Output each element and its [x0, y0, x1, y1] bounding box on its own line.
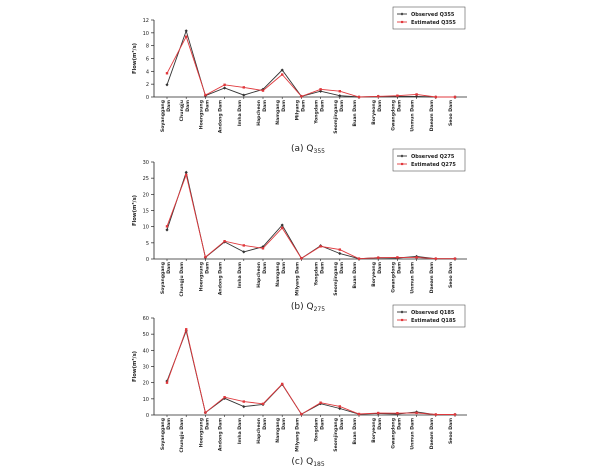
x-tick-label: Dam [378, 262, 384, 274]
x-tick-label: Yongdam [314, 418, 320, 442]
x-tick-label: Andong Dam [218, 262, 224, 296]
data-point-estimated [396, 95, 398, 97]
data-point-observed [242, 93, 245, 96]
data-point-estimated [300, 95, 302, 97]
chart-panel-2 [132, 149, 467, 313]
data-point-observed [242, 250, 245, 253]
data-point-estimated [300, 257, 302, 259]
series-line-observed [167, 331, 455, 415]
data-point-estimated [223, 396, 225, 398]
x-tick-label: Hapcheon [257, 418, 262, 444]
legend-label: Estimated Q185 [411, 318, 456, 324]
x-tick-label: Dam [339, 262, 345, 274]
x-tick-label: Dam [205, 100, 211, 112]
x-tick-label: Dam [282, 100, 288, 112]
caption-subscript: 185 [313, 461, 325, 468]
y-axis-title: Flow(m³/s) [132, 350, 138, 383]
y-tick-label: 6 [145, 56, 149, 63]
legend-marker [401, 163, 403, 165]
data-point-estimated [281, 383, 283, 385]
data-point-observed [338, 252, 341, 255]
x-tick-label: Seomjingang [333, 100, 339, 134]
x-tick-label: Namgang [276, 418, 282, 443]
data-point-estimated [281, 73, 283, 75]
x-tick-label: Buan Dam [353, 262, 358, 289]
legend-label: Observed Q185 [411, 310, 455, 316]
y-tick-label: 8 [145, 43, 149, 50]
data-point-estimated [223, 240, 225, 242]
data-point-estimated [415, 256, 417, 258]
x-tick-label: Chungju [180, 100, 186, 122]
x-tick-label: Soyanggang [161, 418, 166, 451]
panel-caption [291, 144, 325, 155]
y-tick-label: 30 [142, 160, 149, 166]
data-point-estimated [262, 89, 264, 91]
x-tick-label: Unmun Dam [410, 262, 416, 294]
panel-caption [291, 302, 325, 313]
y-axis-title: Flow(m³/s) [132, 42, 138, 75]
legend-marker [401, 319, 403, 321]
legend-label: Estimated Q355 [411, 20, 456, 26]
data-point-estimated [243, 244, 245, 246]
y-tick-label: 60 [142, 316, 149, 322]
y-tick-label: 0 [145, 257, 149, 263]
y-tick-label: 25 [142, 176, 149, 183]
x-tick-label: Gwangdong [391, 418, 397, 449]
y-tick-label: 4 [145, 69, 149, 76]
data-point-estimated [435, 413, 437, 415]
data-point-estimated [435, 96, 437, 98]
x-tick-label: Milyang Dam [295, 418, 301, 452]
data-point-estimated [166, 72, 168, 74]
y-axis-title: Flow(m³/s) [132, 194, 138, 227]
data-point-estimated [262, 247, 264, 249]
data-point-estimated [319, 245, 321, 247]
series-line-estimated [167, 175, 455, 259]
x-tick-label: Soyanggang [161, 100, 166, 133]
data-point-estimated [319, 88, 321, 90]
x-tick-label: Dam [339, 418, 345, 430]
x-tick-label: Chungju Dam [180, 262, 186, 297]
y-tick-label: 20 [142, 380, 149, 387]
data-point-estimated [185, 328, 187, 330]
legend-label: Estimated Q275 [411, 162, 456, 168]
chart-panel-1 [132, 7, 467, 155]
y-tick-label: 15 [142, 208, 149, 215]
data-point-observed [223, 86, 226, 89]
data-point-estimated [454, 257, 456, 259]
x-tick-label: Daeam Dam [429, 418, 435, 450]
data-point-estimated [300, 413, 302, 415]
x-tick-label: Dam [397, 100, 403, 112]
legend-label: Observed Q355 [411, 12, 455, 18]
x-tick-label: Dam [320, 418, 326, 430]
chart-legend [393, 305, 465, 327]
x-tick-label: Imha Dam [237, 99, 243, 127]
x-tick-label: Dam [263, 262, 268, 274]
x-tick-label: Chungju Dam [180, 418, 186, 453]
data-point-estimated [319, 402, 321, 404]
data-point-estimated [166, 381, 168, 383]
x-tick-label: Hoengsung [199, 100, 205, 130]
series-line-estimated [167, 37, 455, 97]
y-tick-label: 0 [145, 95, 149, 101]
x-tick-label: Buan Dam [353, 100, 358, 127]
y-tick-label: 30 [142, 364, 149, 371]
y-tick-label: 2 [145, 82, 149, 89]
caption-subscript: 355 [313, 148, 325, 155]
data-point-estimated [281, 227, 283, 229]
x-tick-label: Gwangdong [391, 262, 397, 293]
data-point-estimated [435, 257, 437, 259]
series-line-observed [167, 172, 455, 258]
legend-marker [401, 21, 403, 23]
x-tick-label: Namgang [276, 100, 282, 125]
y-tick-label: 50 [142, 332, 149, 339]
data-point-estimated [166, 225, 168, 227]
x-tick-label: Unmun Dam [410, 418, 416, 450]
series-line-estimated [167, 329, 455, 414]
caption-text: (a) Q [291, 144, 314, 154]
data-point-observed [242, 405, 245, 408]
x-tick-label: Dam [167, 262, 172, 274]
x-tick-label: Andong Dam [218, 418, 224, 452]
data-point-observed [165, 228, 168, 231]
data-point-estimated [396, 256, 398, 258]
chart-panel-3 [132, 305, 467, 468]
x-tick-label: Imha Dam [237, 418, 243, 445]
data-point-estimated [377, 95, 379, 97]
x-tick-label: Dam [167, 100, 172, 112]
x-tick-label: Dam [263, 418, 268, 430]
y-tick-label: 40 [142, 348, 149, 355]
y-tick-label: 10 [142, 396, 149, 403]
x-tick-label: Dam [339, 100, 345, 112]
data-point-estimated [454, 413, 456, 415]
data-point-estimated [396, 412, 398, 414]
caption-text: (c) Q [291, 457, 314, 467]
x-tick-label: Dam [282, 418, 288, 430]
data-point-estimated [377, 412, 379, 414]
data-point-observed [185, 171, 188, 174]
chart-legend [393, 149, 465, 171]
x-tick-label: Boryeong [372, 418, 378, 443]
x-tick-label: Seoo Dam [449, 100, 454, 127]
panel-caption [291, 457, 325, 468]
x-tick-label: Hoengsung [199, 262, 205, 292]
data-point-estimated [415, 93, 417, 95]
x-tick-label: Dam [205, 418, 211, 430]
x-tick-label: Hapcheon [257, 262, 262, 288]
series-line-observed [167, 31, 455, 97]
data-point-estimated [339, 405, 341, 407]
x-tick-label: Seomjingang [333, 262, 339, 296]
data-point-estimated [223, 84, 225, 86]
data-point-estimated [204, 256, 206, 258]
data-point-estimated [204, 411, 206, 413]
data-point-estimated [454, 96, 456, 98]
x-tick-label: Seomjingang [333, 418, 339, 452]
y-tick-label: 5 [145, 240, 149, 247]
x-tick-label: Hoengsung [199, 418, 205, 448]
x-tick-label: Yongdam [314, 262, 320, 286]
x-tick-label: Daeam Dam [429, 100, 435, 132]
x-tick-label: Andong Dam [218, 100, 224, 134]
x-tick-label: Soyanggang [161, 262, 166, 295]
x-tick-label: Buan Dam [353, 418, 358, 445]
x-tick-label: Unmun Dam [410, 100, 416, 132]
data-point-estimated [204, 94, 206, 96]
y-tick-label: 20 [142, 192, 149, 199]
x-tick-label: Milyang [295, 100, 301, 121]
data-point-estimated [415, 412, 417, 414]
x-tick-label: Dam [397, 262, 403, 274]
x-tick-label: Dam [205, 262, 211, 274]
data-point-estimated [358, 96, 360, 98]
y-tick-label: 0 [145, 413, 149, 419]
x-tick-label: Dam [263, 100, 268, 112]
x-tick-label: Yongdam [314, 100, 320, 124]
chart-legend [393, 7, 465, 29]
y-tick-label: 10 [142, 224, 149, 231]
data-point-estimated [358, 257, 360, 259]
data-point-estimated [339, 90, 341, 92]
data-point-estimated [243, 86, 245, 88]
x-tick-label: Imha Dam [237, 262, 243, 289]
x-tick-label: Seoo Dam [449, 418, 454, 445]
caption-subscript: 275 [313, 306, 326, 313]
x-tick-label: Boryeong [372, 262, 378, 287]
y-tick-label: 10 [142, 30, 149, 37]
data-point-estimated [262, 403, 264, 405]
x-tick-label: Dam [397, 418, 403, 430]
data-point-estimated [243, 400, 245, 402]
x-tick-label: Boryeong [372, 100, 378, 125]
x-tick-label: Daeam Dam [429, 262, 435, 294]
x-tick-label: Dam [301, 100, 307, 112]
x-tick-label: Dam [320, 100, 326, 112]
x-tick-label: Dam [282, 262, 288, 274]
y-tick-label: 12 [142, 18, 149, 24]
x-tick-label: Seoo Dam [449, 262, 454, 289]
data-point-estimated [185, 35, 187, 37]
x-tick-label: Dam [186, 100, 192, 112]
data-point-estimated [185, 174, 187, 176]
x-tick-label: Dam [378, 418, 384, 430]
legend-label: Observed Q275 [411, 154, 455, 160]
data-point-observed [165, 83, 168, 86]
x-tick-label: Namgang [276, 262, 282, 287]
data-point-estimated [377, 257, 379, 259]
data-point-estimated [339, 248, 341, 250]
x-tick-label: Milyang Dam [295, 262, 301, 296]
data-point-estimated [358, 413, 360, 415]
x-tick-label: Dam [167, 418, 172, 430]
x-tick-label: Gwangdong [391, 100, 397, 131]
data-point-observed [185, 29, 188, 32]
x-tick-label: Hapcheon [257, 100, 262, 126]
caption-text: (b) Q [290, 302, 314, 312]
x-tick-label: Dam [378, 100, 384, 112]
x-tick-label: Dam [320, 262, 326, 274]
